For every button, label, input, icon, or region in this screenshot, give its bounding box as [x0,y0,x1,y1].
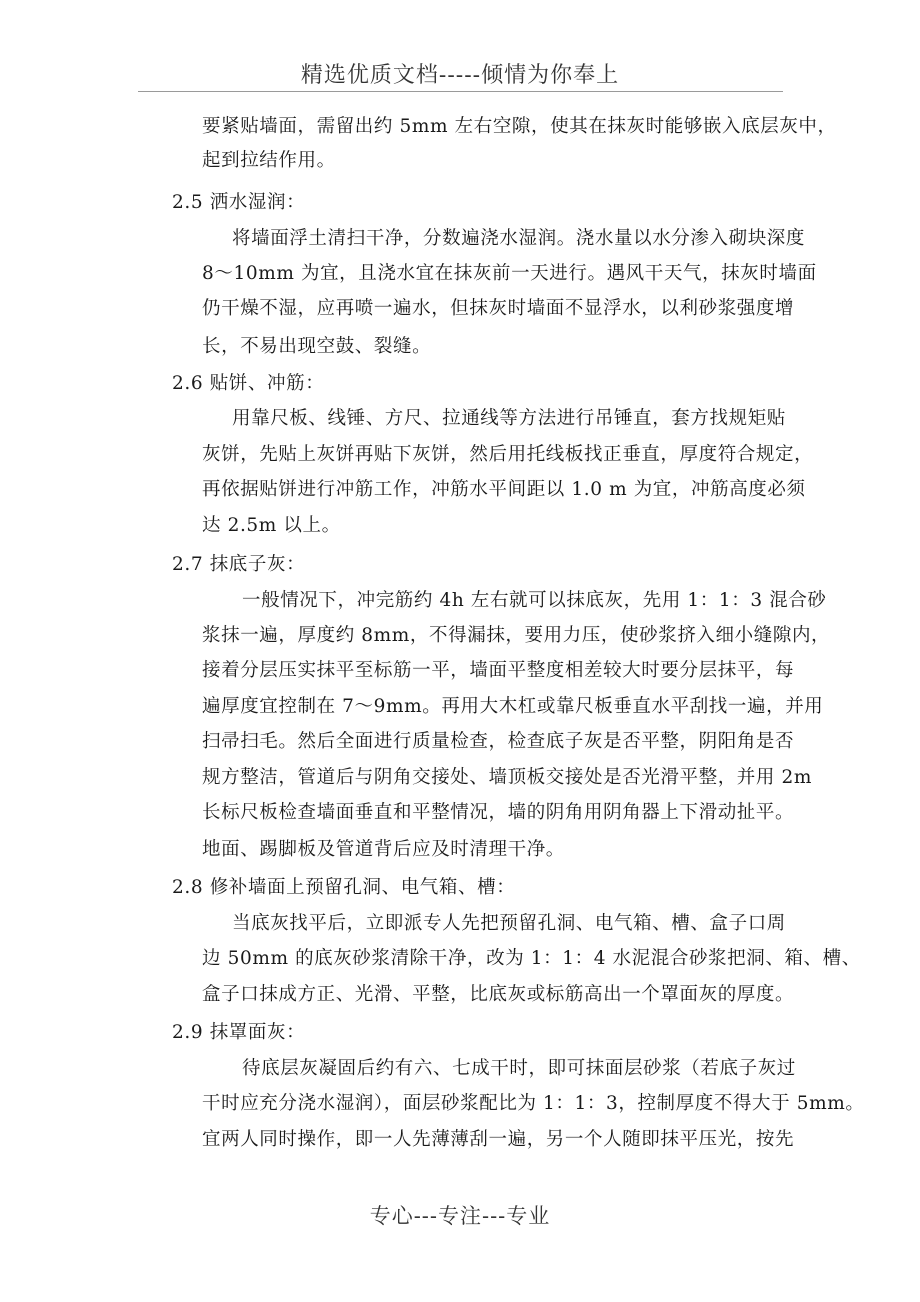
body-line: 扫帚扫毛。然后全面进行质量检查，检查底子灰是否平整，阴阳角是否 [202,731,795,752]
section-heading: 2.9 抹罩面灰： [172,1022,306,1043]
body-line: 地面、踢脚板及管道背后应及时清理干净。 [202,839,565,860]
body-line: 再依据贴饼进行冲筋工作，冲筋水平间距以 1.0 m 为宜，冲筋高度必须 [202,479,806,500]
body-line: 接着分层压实抹平至标筋一平，墙面平整度相差较大时要分层抹平，每 [202,660,795,681]
body-line: 待底层灰凝固后约有六、七成干时，即可抹面层砂浆（若底子灰过 [242,1058,796,1079]
body-line: 当底灰找平后，立即派专人先把预留孔洞、电气箱、槽、盒子口周 [232,913,786,934]
section-heading: 2.7 抹底子灰： [172,554,306,575]
section-heading: 2.8 修补墙面上预留孔洞、电气箱、槽： [172,877,516,898]
body-line: 盒子口抹成方正、光滑、平整，比底灰或标筋高出一个罩面灰的厚度。 [202,984,795,1005]
page-header: 精选优质文档-----倾情为你奉上 [300,63,620,88]
body-line: 一般情况下，冲完筋约 4h 左右就可以抹底灰，先用 1：1：3 混合砂 [242,590,827,611]
body-line: 用靠尺板、线锤、方尺、拉通线等方法进行吊锤直，套方找规矩贴 [232,408,786,429]
section-heading: 2.6 贴饼、冲筋： [172,373,325,394]
page-footer: 专心---专注---专业 [369,1204,551,1228]
body-line: 长，不易出现空鼓、裂缝。 [202,336,432,357]
body-line: 遍厚度宜控制在 7～9mm。再用大木杠或靠尺板垂直水平刮找一遍，并用 [202,696,824,717]
body-line: 边 50mm 的底灰砂浆清除干净，改为 1：1：4 水泥混合砂浆把洞、箱、槽、 [202,948,861,969]
body-line: 灰饼，先贴上灰饼再贴下灰饼，然后用托线板找正垂直，厚度符合规定， [202,444,814,465]
section-heading: 2.5 洒水湿润： [172,192,306,213]
body-line: 宜两人同时操作，即一人先薄薄刮一遍，另一个人随即抹平压光，按先 [202,1129,795,1150]
body-line: 起到拉结作用。 [202,150,336,171]
body-line: 长标尺板检查墙面垂直和平整情况，墙的阴角用阴角器上下滑动扯平。 [202,802,795,823]
body-line: 规方整洁，管道后与阴角交接处、墙顶板交接处是否光滑平整，并用 2m [202,767,812,788]
body-line: 干时应充分浇水湿润），面层砂浆配比为 1：1：3，控制厚度不得大于 5mm。 [202,1093,865,1114]
body-line: 仍干燥不湿，应再喷一遍水，但抹灰时墙面不显浮水，以利砂浆强度增 [202,298,795,319]
body-line: 8～10mm 为宜，且浇水宜在抹灰前一天进行。遇风干天气，抹灰时墙面 [202,263,817,284]
body-line: 要紧贴墙面，需留出约 5mm 左右空隙，使其在抹灰时能够嵌入底层灰中， [202,116,837,137]
body-line: 浆抹一遍，厚度约 8mm，不得漏抹，要用力压，使砂浆挤入细小缝隙内， [202,625,831,646]
header-divider [138,91,783,92]
body-line: 达 2.5m 以上。 [202,515,341,536]
body-line: 将墙面浮土清扫干净，分数遍浇水湿润。浇水量以水分渗入砌块深度 [232,228,806,249]
